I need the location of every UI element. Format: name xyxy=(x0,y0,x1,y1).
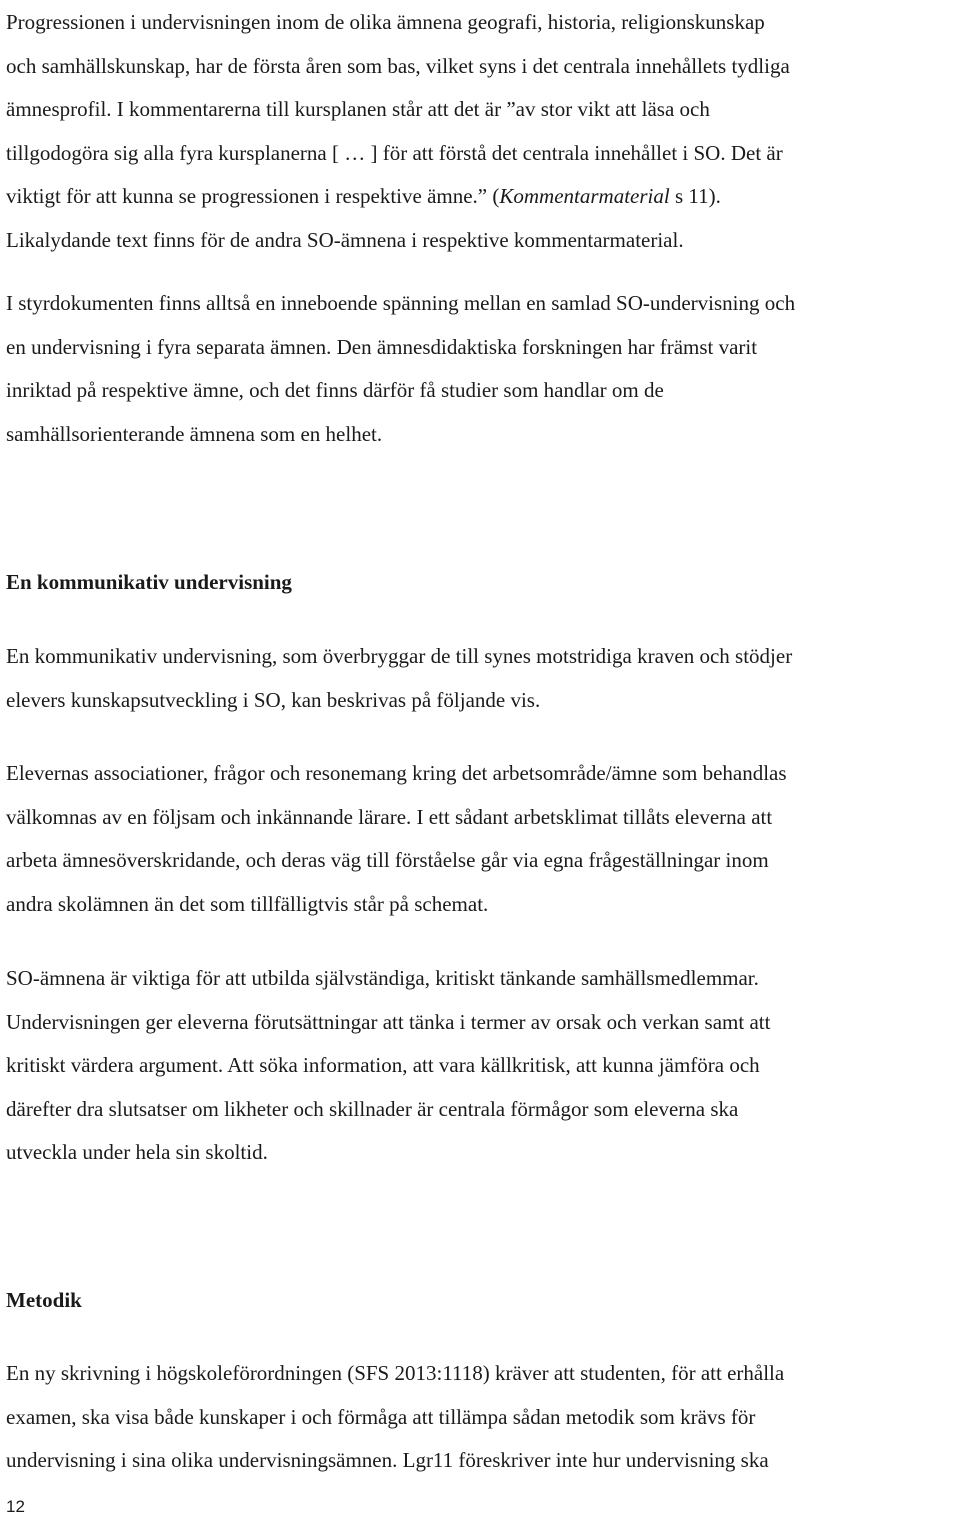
text-line: därefter dra slutsatser om likheter och skillnader är centrala förmågor som eleverna ska xyxy=(6,1096,739,1121)
text-run: s 11). xyxy=(669,184,721,208)
text-run: viktigt för att kunna se progressionen i respektive ämne.” ( xyxy=(6,184,500,208)
text-line xyxy=(6,175,956,219)
text-line: andra skolämnen än det som tillfälligtvis står på schemat. xyxy=(6,891,489,916)
text-line: inriktad på respektive ämne, och det finns därför få studier som handlar om de xyxy=(6,378,664,402)
text-line: Undervisningen ger eleverna förutsättningar att tänka i termer av orsak och verkan samt att xyxy=(6,1009,771,1034)
text-line: SO-ämnena är viktiga för att utbilda självständiga, kritiskt tänkande samhällsmedlemmar. xyxy=(6,966,759,990)
text-line: ämnesprofil. I kommentarerna till kursplanen står att det är ”av stor vikt att läsa och xyxy=(6,97,710,121)
text-line: undervisning i sina olika undervisningsämnen. Lgr11 föreskriver inte hur undervisning ska xyxy=(6,1448,769,1472)
text-line: välkomnas av en följsam och inkännande lärare. I ett sådant arbetsklimat tillåts eleverna att xyxy=(6,804,773,829)
text-line: En kommunikativ undervisning, som överbryggar de till synes motstridiga kraven och stödjer xyxy=(6,644,793,668)
section-heading-metodik: Metodik xyxy=(6,1288,82,1312)
text-line: Likalydande text finns för de andra SO-ämnena i respektive kommentarmaterial. xyxy=(6,227,684,252)
text-line: Progressionen i undervisningen inom de olika ämnena geografi, historia, religionskunskap xyxy=(6,10,765,34)
text-line: arbeta ämnesöverskridande, och deras väg till förståelse går via egna frågeställningar inom xyxy=(6,848,769,872)
text-line: I styrdokumenten finns alltså en inneboende spänning mellan en samlad SO-undervisning och xyxy=(6,291,796,315)
text-line: kritiskt värdera argument. Att söka information, att vara källkritisk, att kunna jämföra och xyxy=(6,1053,760,1077)
text-line: och samhällskunskap, har de första åren som bas, vilket syns i det centrala innehållets tydliga xyxy=(6,53,790,78)
paragraph-metodik xyxy=(6,1352,956,1483)
text-line: en undervisning i fyra separata ämnen. Den ämnesdidaktiska forskningen har främst varit xyxy=(6,334,758,359)
text-line: En ny skrivning i högskoleförordningen (SFS 2013:1118) kräver att studenten, för att erhålla xyxy=(6,1361,785,1385)
paragraph-progression xyxy=(6,1,956,262)
paragraph-styrdokument xyxy=(6,282,956,456)
page-number: 12 xyxy=(6,1497,25,1516)
text-line: elevers kunskapsutveckling i SO, kan beskrivas på följande vis. xyxy=(6,687,541,712)
text-line: samhällsorienterande ämnena som en helhet. xyxy=(6,421,383,446)
paragraph-so-amnena xyxy=(6,957,956,1175)
text-line: tillgodogöra sig alla fyra kursplanerna [ … ] för att förstå det centrala innehållet i SO. Det är xyxy=(6,140,783,165)
citation-title: Kommentarmaterial xyxy=(499,184,670,208)
paragraph-associationer xyxy=(6,752,956,926)
section-heading-kommunikativ: En kommunikativ undervisning xyxy=(6,570,292,594)
text-line: utveckla under hela sin skoltid. xyxy=(6,1140,268,1164)
text-line: examen, ska visa både kunskaper i och förmåga att tillämpa sådan metodik som krävs för xyxy=(6,1404,756,1429)
paragraph-kommunikativ-intro xyxy=(6,635,956,722)
text-line: Elevernas associationer, frågor och resonemang kring det arbetsområde/ämne som behandlas xyxy=(6,761,787,785)
